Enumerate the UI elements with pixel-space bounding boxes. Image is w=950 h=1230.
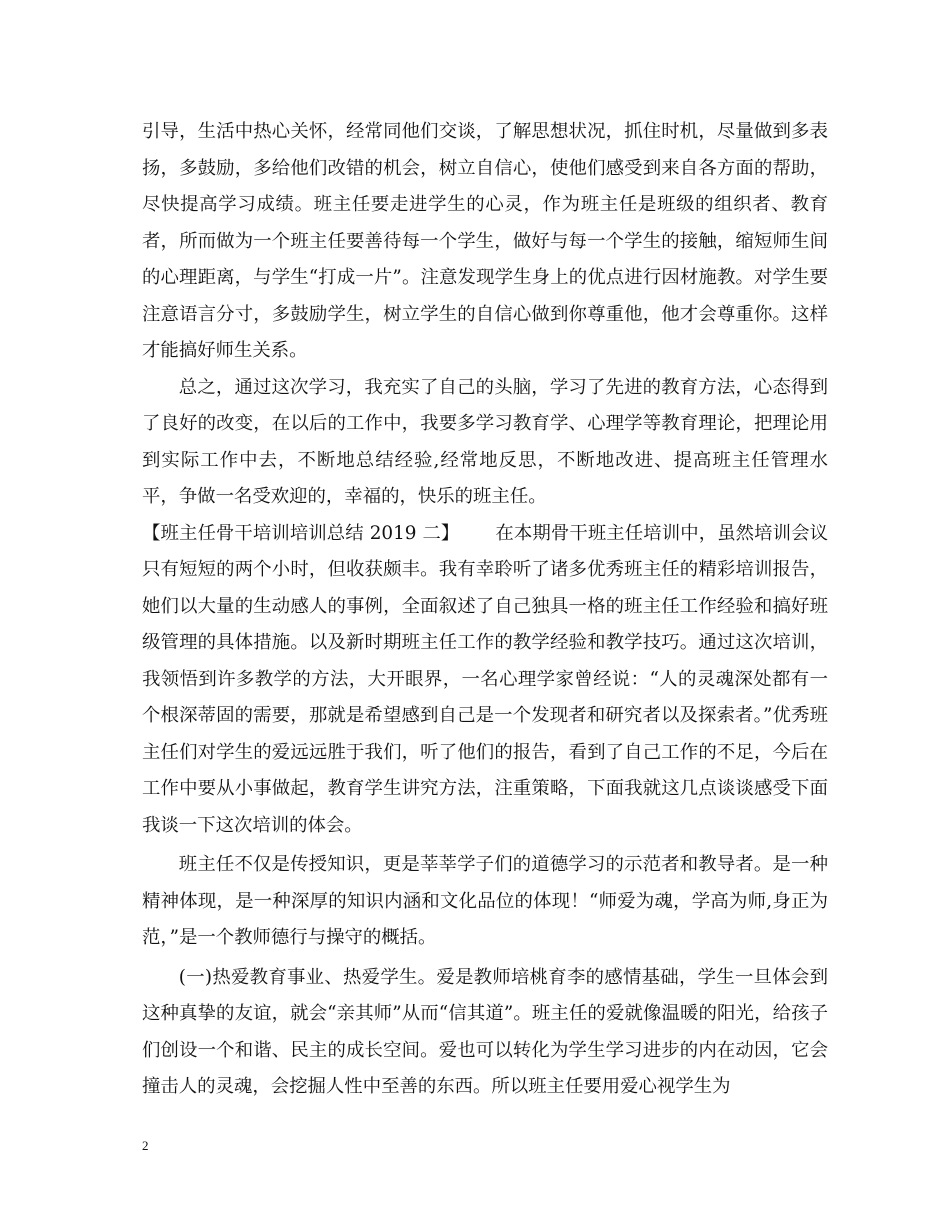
paragraph-5-text: (一)热爱教育事业、热爱学生。爱是教师培桃育李的感情基础，学生一旦体会到这种真挚的友谊，就会“亲其师”从而“信其道”。班主任的爱就像温暖的阳光，给孩子们创设一个和谐、民主的成长空间。爱也可以转化为学生学习进步的内在动因，它会撞击人的灵魂，会挖掘人性中至善的东西。所以班主任要用爱心视学生为 [142, 966, 828, 1097]
paragraph-1-text: 引导，生活中热心关怀，经常同他们交谈，了解思想状况，抓住时机，尽量做到多表扬，多鼓励，多给他们改错的机会，树立自信心，使他们感受到来自各方面的帮助，尽快提高学习成绩。班主任要走进学生的心灵，作为班主任是班级的组织者、教育者，所而做为一个班主任要善待每一个学生，做好与每一个学生的接触，缩短师生间的心理距离，与学生“打成一片”。注意发现学生身上的优点进行因材施教。对学生要注意语言分寸，多鼓励学生，树立学生的自信心做到你尊重他，他才会尊重你。这样才能搞好师生关系。 [142, 121, 828, 361]
paragraph-3 [142, 516, 828, 845]
paragraph-4-text: 班主任不仅是传授知识，更是莘莘学子们的道德学习的示范者和教导者。是一种精神体现，是一种深厚的知识内涵和文化品位的体现！“师爱为魂，学高为师,身正为范，”是一个教师德行与操守的概括。 [142, 854, 828, 948]
paragraph-2-text: 总之，通过这次学习，我充实了自己的头脑，学习了先进的教育方法，心态得到了良好的改变，在以后的工作中，我要多学习教育学、心理学等教育理论，把理论用到实际工作中去，不断地总结经验,经常地反思，不断地改进、提高班主任管理水平，争做一名受欢迎的，幸福的，快乐的班主任。 [142, 376, 828, 507]
paragraph-3-text: 在本期骨干班主任培训中，虽然培训会议只有短短的两个小时，但收获颇丰。我有幸聆听了诸多优秀班主任的精彩培训报告，她们以大量的生动感人的事例，全面叙述了自己独具一格的班主任工作经验和搞好班级管理的具体措施。以及新时期班主任工作的教学经验和教学技巧。通过这次培训，我领悟到许多教学的方法，大开眼界，一名心理学家曾经说：“人的灵魂深处都有一个根深蒂固的需要，那就是希望感到自己是一个发现者和研究者以及探索者。”优秀班主任们对学生的爱远远胜于我们，听了他们的报告，看到了自己工作的不足，今后在工作中要从小事做起，教育学生讲究方法，注重策略，下面我就这几点谈谈感受下面我谈一下这次培训的体会。 [142, 522, 828, 836]
section-heading: 【班主任骨干培训培训总结 2019 二】 [142, 522, 460, 544]
paragraph-2 [142, 370, 828, 516]
paragraph-5 [142, 960, 828, 1106]
page-number: 2 [142, 1138, 149, 1153]
paragraph-1 [142, 114, 828, 370]
paragraph-4 [142, 847, 828, 957]
document-body [142, 114, 828, 1106]
